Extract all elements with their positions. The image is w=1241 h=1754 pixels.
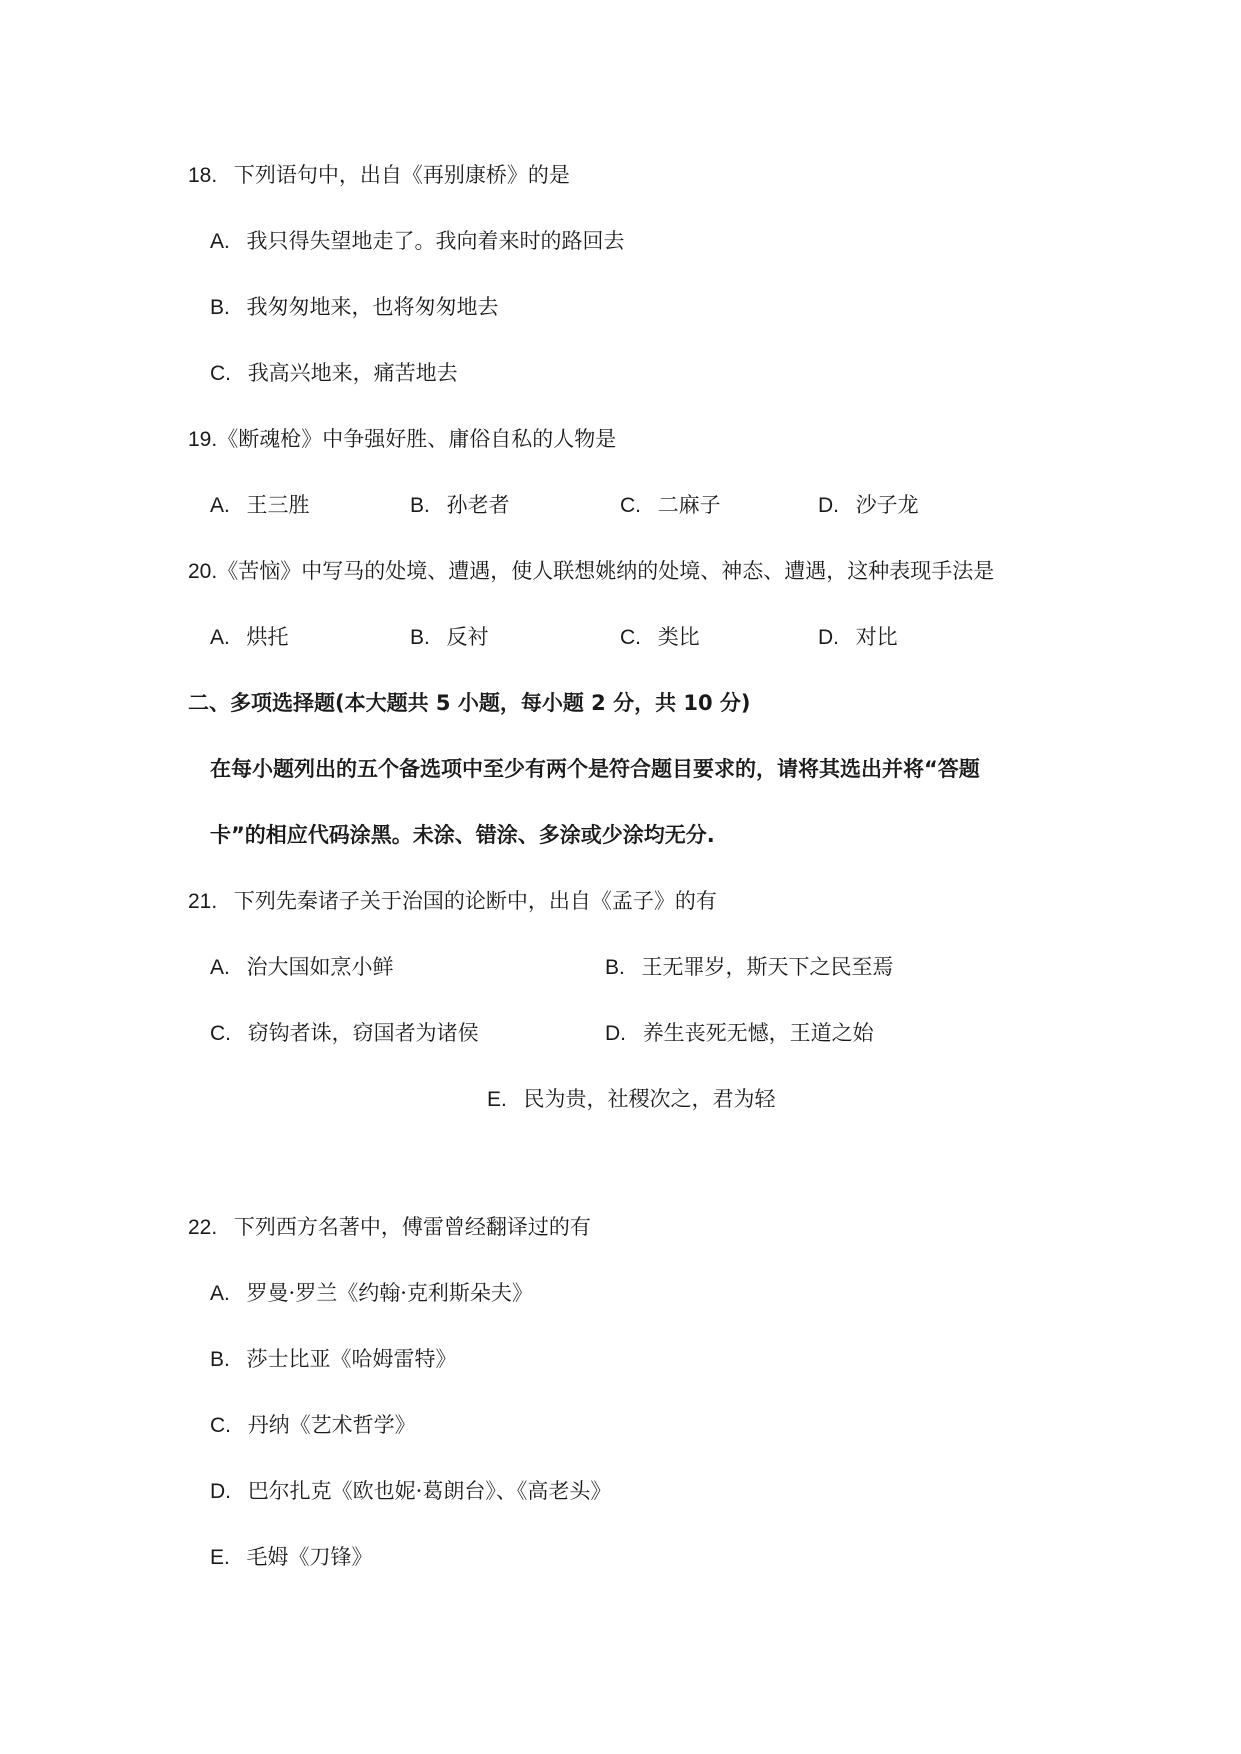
option-label: D.	[605, 1022, 626, 1045]
option-b	[410, 622, 489, 653]
question-22	[188, 1212, 591, 1243]
option-label: B.	[210, 1348, 230, 1371]
option-text: 丹纳《艺术哲学》	[247, 1413, 416, 1437]
option-c	[210, 1018, 479, 1049]
option-text: 莎士比亚《哈姆雷特》	[246, 1347, 457, 1371]
option-label: B.	[410, 494, 430, 517]
option-text: 反衬	[446, 625, 489, 649]
option-label: E.	[487, 1088, 507, 1111]
option-label: C.	[210, 362, 231, 385]
option-text: 孙老者	[446, 493, 510, 517]
question-number: 20.	[188, 560, 218, 583]
option-a	[210, 622, 289, 653]
option-a	[210, 1278, 533, 1309]
option-c	[620, 622, 700, 653]
option-b	[605, 952, 894, 983]
option-label: C.	[620, 626, 641, 649]
question-number: 19.	[188, 428, 218, 451]
option-b	[410, 490, 510, 521]
option-text: 我只得失望地走了。我向着来时的路回去	[246, 229, 625, 253]
question-21	[188, 886, 717, 917]
question-stem: 下列西方名著中，傅雷曾经翻译过的有	[233, 1215, 591, 1239]
question-stem: 下列语句中，出自《再别康桥》的是	[233, 163, 570, 187]
option-text: 民为贵，社稷次之，君为轻	[523, 1087, 776, 1111]
option-label: B.	[410, 626, 430, 649]
option-c	[210, 358, 458, 389]
option-label: A.	[210, 626, 230, 649]
option-text: 沙子龙	[855, 493, 919, 517]
option-text: 窃钩者诛，窃国者为诸侯	[247, 1021, 479, 1045]
option-d	[818, 622, 898, 653]
option-a	[210, 490, 310, 521]
option-label: C.	[620, 494, 641, 517]
question-18	[188, 160, 570, 191]
question-number: 21.	[188, 890, 218, 913]
question-19	[188, 424, 616, 455]
option-label: D.	[210, 1480, 231, 1503]
option-text: 毛姆《刀锋》	[246, 1545, 373, 1569]
option-d	[210, 1476, 611, 1507]
option-d	[605, 1018, 874, 1049]
option-label: A.	[210, 494, 230, 517]
section-heading: 二、多项选择题(本大题共 5 小题，每小题 2 分，共 10 分)	[188, 691, 751, 715]
option-text: 养生丧死无憾，王道之始	[642, 1021, 874, 1045]
option-c	[620, 490, 721, 521]
section-instruction-line1: 在每小题列出的五个备选项中至少有两个是符合题目要求的，请将其选出并将“答题	[210, 757, 980, 781]
question-stem: 《断魂枪》中争强好胜、庸俗自私的人物是	[217, 427, 617, 451]
option-e	[487, 1084, 776, 1115]
option-b	[210, 1344, 457, 1375]
option-label: A.	[210, 956, 230, 979]
option-text: 我匆匆地来，也将匆匆地去	[246, 295, 499, 319]
section-instruction-line2: 卡”的相应代码涂黑。未涂、错涂、多涂或少涂均无分.	[210, 823, 715, 847]
question-stem: 下列先秦诸子关于治国的论断中，出自《孟子》的有	[233, 889, 717, 913]
option-text: 罗曼·罗兰《约翰·克利斯朵夫》	[246, 1281, 533, 1305]
option-label: B.	[605, 956, 625, 979]
option-text: 我高兴地来，痛苦地去	[247, 361, 458, 385]
question-number: 22.	[188, 1216, 218, 1239]
option-label: B.	[210, 296, 230, 319]
option-label: C.	[210, 1414, 231, 1437]
option-label: A.	[210, 1282, 230, 1305]
question-20	[188, 556, 994, 587]
option-text: 类比	[657, 625, 700, 649]
option-b	[210, 292, 499, 323]
option-d	[818, 490, 919, 521]
question-stem: 《苦恼》中写马的处境、遭遇，使人联想姚纳的处境、神态、遭遇，这种表现手法是	[217, 559, 995, 583]
option-label: C.	[210, 1022, 231, 1045]
option-a	[210, 952, 394, 983]
option-label: E.	[210, 1546, 230, 1569]
option-c	[210, 1410, 416, 1441]
option-text: 对比	[855, 625, 898, 649]
option-text: 巴尔扎克《欧也妮·葛朗台》、《高老头》	[247, 1479, 612, 1503]
option-e	[210, 1542, 373, 1573]
option-text: 治大国如烹小鲜	[246, 955, 394, 979]
question-number: 18.	[188, 164, 218, 187]
option-text: 王三胜	[246, 493, 310, 517]
option-label: D.	[818, 494, 839, 517]
option-label: D.	[818, 626, 839, 649]
option-label: A.	[210, 230, 230, 253]
option-text: 二麻子	[657, 493, 721, 517]
option-text: 王无罪岁，斯天下之民至焉	[641, 955, 894, 979]
option-text: 烘托	[246, 625, 289, 649]
option-a	[210, 226, 625, 257]
